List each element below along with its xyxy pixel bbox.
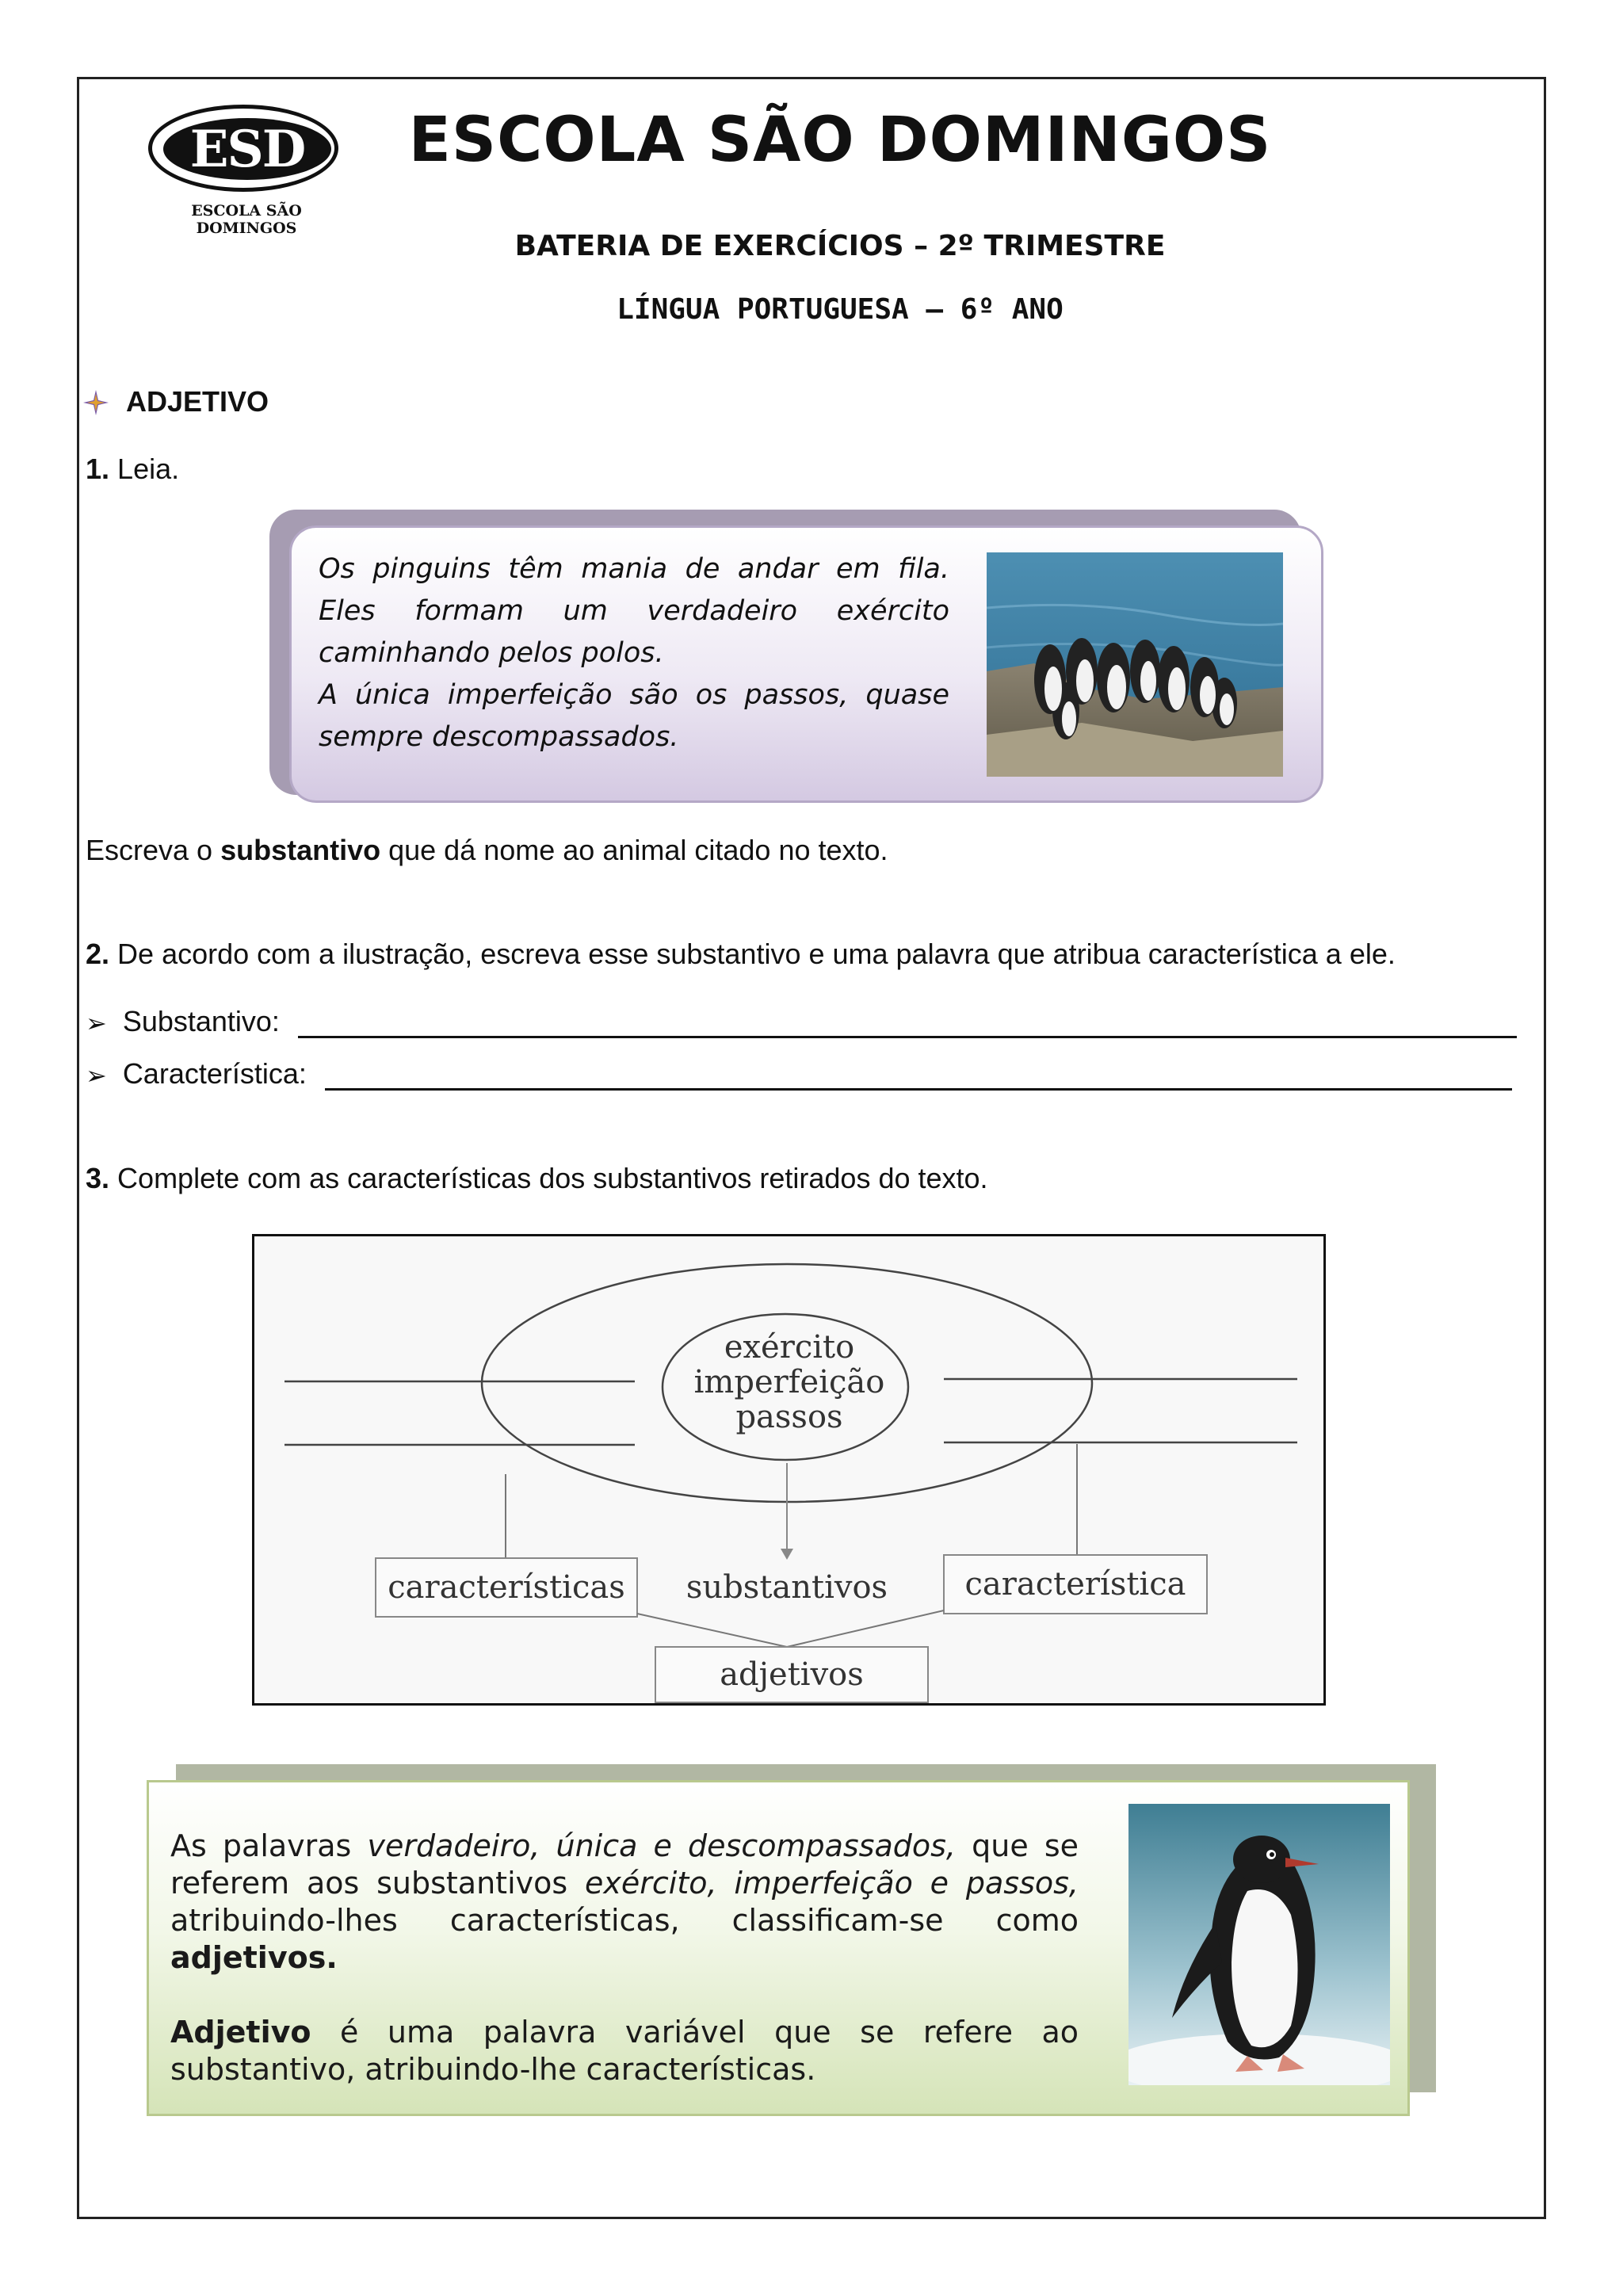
q1-label: Leia. — [117, 453, 180, 485]
concept-p1-b: que se referem aos substantivos — [170, 1828, 1079, 1901]
q1-instruction-end: que dá nome ao animal citado no texto. — [380, 834, 888, 866]
substantivo-answer-line[interactable] — [298, 1036, 1517, 1038]
page-subtitle: BATERIA DE EXERCÍCIOS – 2º TRIMESTRE — [514, 230, 1166, 262]
q2-text: De acordo com a ilustração, escreva esse substantivo e uma palavra que atribua característica a ele. — [117, 938, 1396, 970]
right-to-bottom — [787, 1610, 944, 1647]
section-heading — [83, 385, 269, 418]
concept-p1-italic2: exército, imperfeição e passos, — [585, 1866, 1079, 1901]
section-title: ADJETIVO — [126, 385, 269, 418]
caracteristica-answer-line[interactable] — [325, 1088, 1512, 1091]
bottom-box-label: adjetivos — [720, 1656, 864, 1693]
concept-p1-a: As palavras — [170, 1828, 368, 1863]
concept-p1-bold: adjetivos. — [170, 1940, 338, 1975]
school-name: ESCOLA SÃO DOMINGOS — [408, 105, 1272, 176]
q3-prompt — [86, 1162, 988, 1195]
concept-p2-bold: Adjetivo — [170, 2015, 311, 2050]
left-to-bottom — [637, 1614, 787, 1647]
star-bullet-icon — [83, 389, 109, 415]
center-label: substantivos — [685, 1569, 888, 1606]
q2-number: 2. — [86, 938, 110, 970]
reading-text — [319, 548, 949, 758]
concept-paragraph-2 — [170, 2014, 1079, 2088]
course-title: LÍNGUA PORTUGUESA – 6º ANO — [617, 293, 1064, 326]
penguins-photo — [987, 552, 1283, 777]
q1-instruction-bold: substantivo — [220, 834, 381, 866]
left-box-label: características — [388, 1569, 625, 1606]
concept-p1-c: atribuindo-lhes características, classificam-se como — [170, 1903, 1079, 1938]
q3-text: Complete com as características dos substantivos retirados do texto. — [117, 1162, 988, 1194]
q2-prompt — [86, 938, 1396, 971]
logo-caption: ESCOLA SÃO DOMINGOS — [191, 202, 302, 237]
logo-oval — [148, 105, 338, 192]
q2-field1-label: Substantivo: — [122, 1005, 280, 1037]
noun-exercito: exército — [724, 1329, 855, 1366]
arrow-bullet-icon: ➢ — [86, 1009, 107, 1037]
q2-field2-label: Característica: — [122, 1057, 307, 1090]
q1-instruction-start: Escreva o — [86, 834, 221, 866]
concept-text — [170, 1828, 1079, 2088]
noun-passos: passos — [735, 1399, 843, 1435]
logo-mark: ESD — [189, 119, 305, 179]
reading-paragraph-2: A única imperfeição são os passos, quase sempre descompassados. — [319, 679, 949, 753]
reading-paragraph-1: Os pinguins têm mania de andar em fila. Eles formam um verdadeiro exército caminhando pelos polos. — [319, 553, 949, 669]
q2-field-substantivo — [86, 1005, 280, 1038]
concept-p1-italic1: verdadeiro, única e descompassados, — [367, 1828, 957, 1863]
concept-p2-rest: é uma palavra variável que se refere ao substantivo, atribuindo-lhe características. — [170, 2015, 1079, 2087]
q3-number: 3. — [86, 1162, 110, 1194]
school-logo — [145, 101, 348, 237]
penguin-photo — [1128, 1804, 1390, 2085]
arrow-bullet-icon: ➢ — [86, 1061, 107, 1090]
center-arrowhead — [781, 1549, 793, 1560]
adjective-diagram — [252, 1234, 1326, 1706]
concept-paragraph-1 — [170, 1828, 1079, 1977]
q2-field-caracteristica — [86, 1057, 307, 1091]
q1-number: 1. — [86, 453, 110, 485]
right-box-label: característica — [964, 1566, 1186, 1603]
q1-prompt — [86, 453, 179, 486]
noun-imperfeicao: imperfeição — [693, 1364, 885, 1400]
q1-instruction — [86, 834, 888, 867]
logo-badge — [163, 118, 331, 180]
